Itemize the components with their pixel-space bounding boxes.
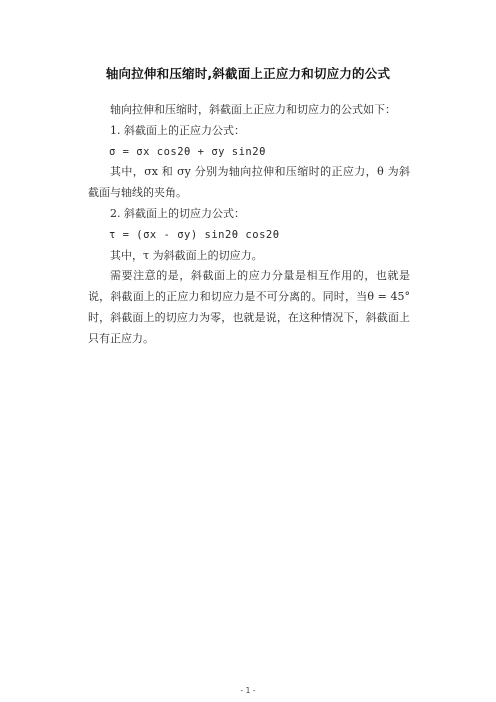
shear-stress-explanation: 其中，τ 为斜截面上的切应力。 xyxy=(110,248,263,262)
page-number: - 1 - xyxy=(240,686,256,695)
document-title: 轴向拉伸和压缩时,斜截面上正应力和切应力的公式 xyxy=(105,66,391,81)
shear-stress-heading: 2. 斜截面上的切应力公式： xyxy=(110,206,245,220)
shear-stress-formula: τ = (σx - σy) sin2θ cos2θ xyxy=(109,228,280,241)
normal-stress-formula: σ = σx cos2θ + σy sin2θ xyxy=(109,145,266,158)
note-paragraph: 需要注意的是，斜截面上的应力分量是相互作用的，也就是说，斜截面上的正应力和切应力是不可分离的。同时，当θ = 45° 时，斜截面上的切应力为零，也就是说，在这种情况下，斜截面上只有正应力。 xyxy=(88,269,410,345)
normal-stress-explanation: 其中，σx 和 σy 分别为轴向拉伸和压缩时的正应力，θ 为斜截面与轴线的夹角。 xyxy=(88,165,410,200)
normal-stress-heading: 1. 斜截面上的正应力公式： xyxy=(110,123,245,137)
document-body xyxy=(88,100,410,350)
intro-paragraph: 轴向拉伸和压缩时，斜截面上正应力和切应力的公式如下： xyxy=(110,103,396,116)
